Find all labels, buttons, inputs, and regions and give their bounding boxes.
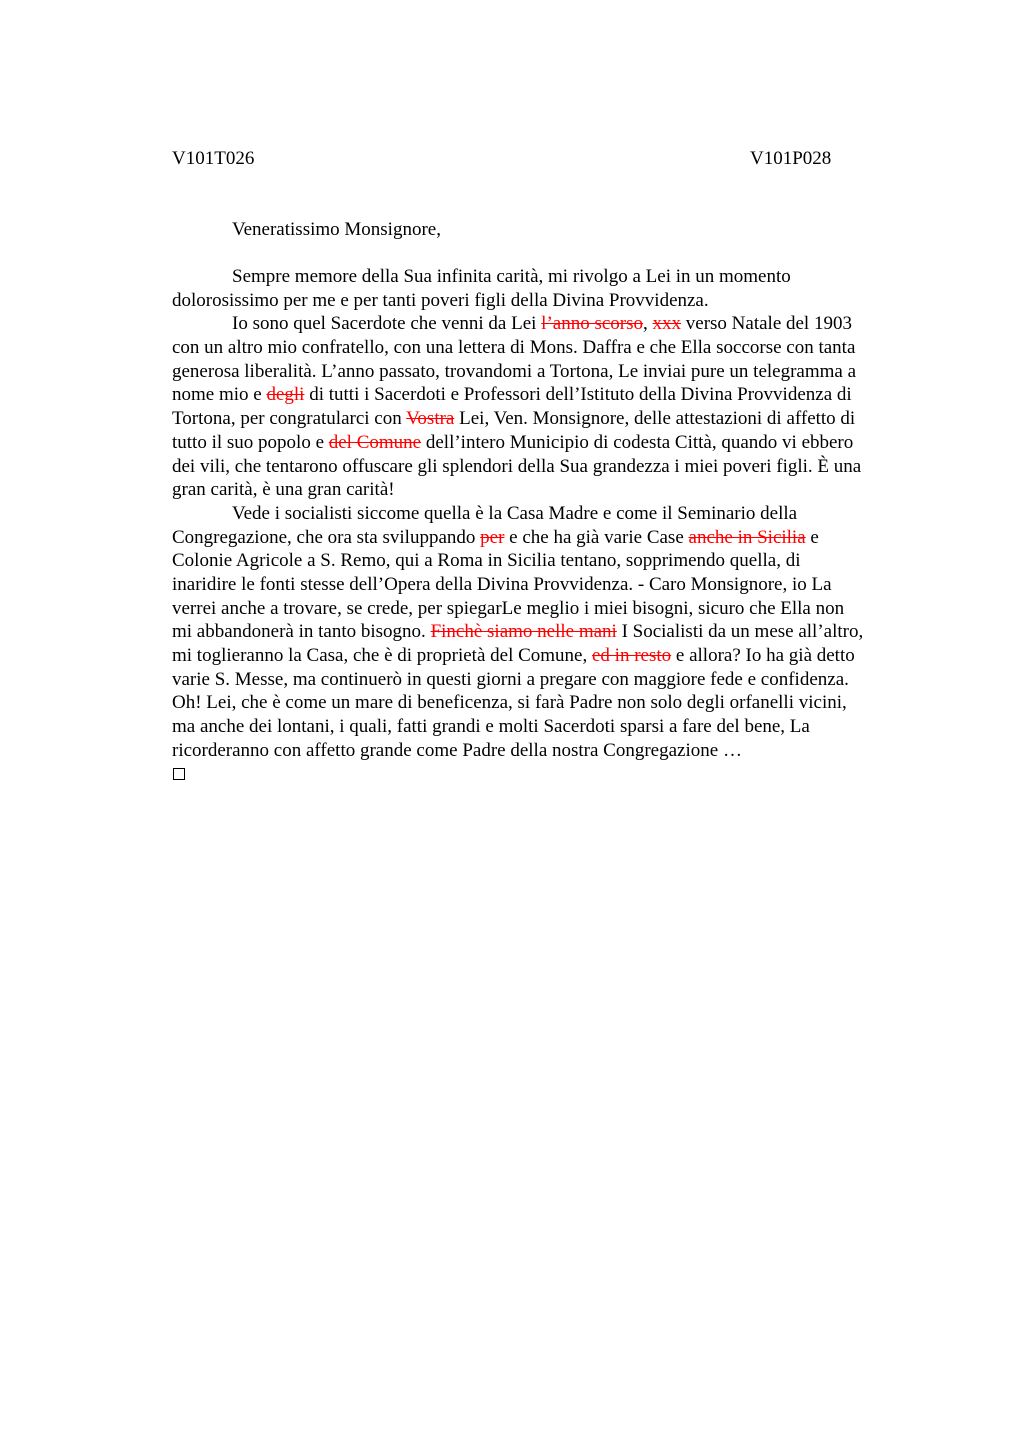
text-line (172, 312, 932, 336)
text-line (172, 502, 932, 526)
text-line (172, 715, 932, 739)
empty-square-icon (173, 768, 185, 780)
deleted-text: anche in Sicilia (688, 526, 806, 548)
text-segment: Congregazione, che ora sta sviluppando (172, 526, 481, 548)
document-code-left: V101T026 (172, 148, 255, 169)
text-line (172, 620, 932, 644)
text-line (172, 549, 932, 573)
letter-body (172, 265, 932, 780)
text-segment: Vede i socialisti siccome quella è la Casa Madre e come il Seminario della (232, 502, 798, 524)
text-line (172, 691, 932, 715)
deleted-text: degli (266, 384, 305, 406)
text-segment: tutto il suo popolo e (172, 431, 329, 453)
text-line (172, 431, 932, 455)
text-segment: nome mio e (172, 384, 267, 406)
text-segment: mi toglieranno la Casa, che è di proprietà del Comune, (172, 645, 592, 666)
text-segment: inaridire le fonti stesse dell’Opera della Divina Provvidenza. - Caro Monsignore, io La (172, 573, 832, 595)
text-segment: di tutti i Sacerdoti e Professori dell’Istituto della Divina Provvidenza di (304, 384, 852, 406)
text-line (172, 573, 932, 597)
text-line (172, 360, 932, 384)
deleted-text: del Comune (328, 431, 422, 453)
text-segment: verso Natale del 1903 (681, 313, 852, 335)
text-segment: varie S. Messe, ma continuerò in questi giorni a pregare con maggiore fede e confidenza. (172, 668, 849, 690)
text-segment: Lei, Ven. Monsignore, delle attestazioni di affetto di (454, 408, 856, 430)
text-segment: gran carità, è una gran carità! (172, 479, 395, 501)
text-line (172, 336, 932, 360)
text-line (172, 407, 932, 431)
text-line (172, 478, 932, 502)
text-line (172, 289, 932, 313)
text-line (172, 383, 932, 407)
text-segment: , (643, 313, 653, 335)
document-code-right: V101P028 (750, 148, 832, 169)
deleted-text: Vostra (406, 408, 455, 430)
text-segment: dolorosissimo per me e per tanti poveri figli della Divina Provvidenza. (172, 289, 709, 311)
text-segment: con un altro mio confratello, con una lettera di Mons. Daffra e che Ella soccorse con tanta (172, 337, 856, 359)
text-segment: verrei anche a trovare, se crede, per spiegarLe meglio i miei bisogni, sicuro che Ella non (172, 597, 845, 619)
text-segment: Tortona, per congratularci con (172, 408, 407, 430)
deleted-text: per (480, 526, 505, 548)
text-segment: dell’intero Municipio di codesta Città, quando vi ebbero (421, 431, 854, 453)
text-segment: Oh! Lei, che è come un mare di beneficenza, si farà Padre non solo degli orfanelli vicini, (172, 692, 847, 714)
text-segment: Io sono quel Sacerdote che venni da Lei (232, 313, 542, 335)
deleted-text: l’anno scorso (541, 313, 644, 335)
text-line (172, 668, 932, 692)
text-segment: dei vili, che tentarono offuscare gli splendori della Sua grandezza i miei poveri figli. È una (172, 455, 862, 477)
text-segment: e (805, 526, 819, 548)
text-line (172, 597, 932, 621)
text-segment: ma anche dei lontani, i quali, fatti grandi e molti Sacerdoti sparsi a fare del bene, La (172, 716, 810, 738)
text-line (172, 265, 932, 289)
text-segment: generosa liberalità. L’anno passato, trovandomi a Tortona, Le inviai pure un telegramma a (172, 360, 857, 382)
text-line (172, 526, 932, 550)
text-line (172, 455, 932, 479)
text-segment: I Socialisti da un mese all’altro, (616, 621, 864, 643)
salutation: Veneratissimo Monsignore, (232, 219, 441, 240)
deleted-text: ed in resto (592, 645, 672, 666)
deleted-text: xxx (652, 313, 682, 335)
deleted-text: Finchè siamo nelle mani (430, 621, 617, 643)
text-segment: Colonie Agricole a S. Remo, qui a Roma in Sicilia tentano, sopprimendo quella, di (172, 550, 801, 572)
text-segment: e allora? Io ha già detto (671, 645, 855, 666)
text-segment: mi abbandonerà in tanto bisogno. (172, 621, 431, 643)
text-segment: Sempre memore della Sua infinita carità, mi rivolgo a Lei in un momento (232, 266, 791, 287)
text-segment: ricorderanno con affetto grande come Padre della nostra Congregazione … (172, 739, 742, 761)
text-segment: e che ha già varie Case (504, 526, 689, 548)
text-line (172, 644, 932, 668)
text-line (172, 739, 932, 763)
